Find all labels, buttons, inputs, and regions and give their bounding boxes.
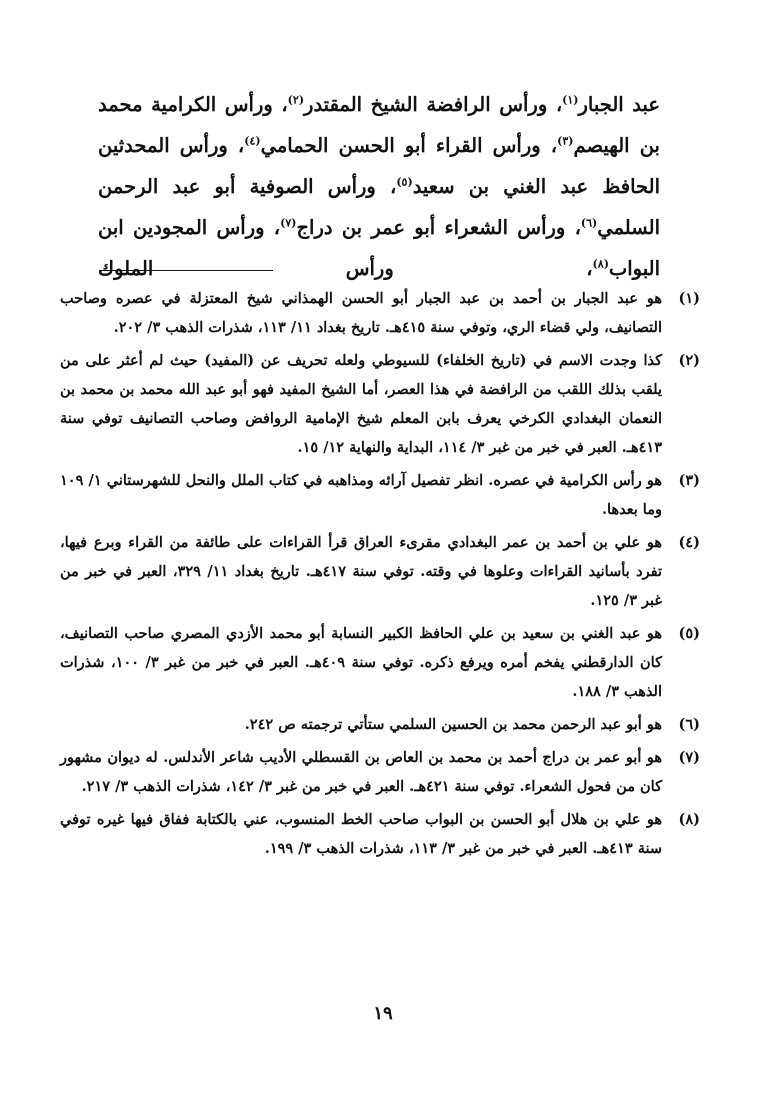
footnote-reference: (٦) (580, 216, 598, 230)
footnotes-list (60, 284, 700, 867)
footnote-reference: (٥) (396, 175, 413, 189)
main-text-segment: ، ورأس الشعراء أبو عمر بن دراج (296, 216, 581, 239)
footnote-text: هو أبو عمر بن دراج أحمد بن محمد بن العاص بن القسطلي الأديب شاعر الأندلس. له ديوان مشهور كان من فحول الشعراء. توفي سنة ٤٢١هـ. العبر في خبر من غبر ٣/ ١٤٢، شذرات الذهب ٣/ ٢١٧. (60, 749, 662, 795)
footnote-reference: (١) (562, 93, 579, 107)
footnote-text: كذا وجدت الاسم في (تاريخ الخلفاء) للسيوطي ولعله تحريف عن (المفيد) حيث لم أعثر على من يلقب بذلك اللقب من الرافضة في هذا العصر، أما الشيخ المفيد فهو أبو عبد الله محمد بن محمد بن النعمان البغدادي الكرخي يعرف بابن المعلم شيخ الإمامية الروافض وصاحب التصانيف توفي سنة ٤١٣هـ. العبر في خبر من غبر ٣/ ١١٤، البداية والنهاية ١٢/ ١٥. (60, 352, 662, 456)
footnote-text: هو علي بن أحمد بن عمر البغدادي مقرىء العراق قرأ القراءات على طائفة من القراء وبرع فيها، تفرد بأسانيد القراءات وعلوها في وقته. توفي سنة ٤١٧هـ. تاريخ بغداد ١١/ ٣٢٩، العبر في خبر من غبر ٣/ ١٢٥. (60, 534, 662, 609)
main-text-segment: ، ورأس الملوك (98, 257, 593, 280)
footnote-reference: (٨) (592, 257, 609, 271)
page-number: ١٩ (373, 1003, 393, 1024)
footnote-item (60, 346, 700, 462)
footnote-text: هو عبد الغني بن سعيد بن علي الحافظ الكبير النسابة أبو محمد الأزدي المصري صاحب التصانيف، كان الدارقطني يفخم أمره ويرفع ذكره. توفي سنة ٤٠٩هـ. العبر في خبر من غبر ٣/ ١٠٠، شذرات الذهب ٣/ ١٨٨. (60, 625, 662, 700)
footnote-number: (٥) (678, 625, 700, 642)
main-text-segment: ، ورأس الرافضة الشيخ المقتدر (304, 93, 563, 116)
footnote-number: (٦) (678, 716, 700, 733)
main-text-segment: ، ورأس القراء أبو الحسن الحمامي (260, 134, 558, 157)
footnote-item (60, 619, 700, 706)
footnote-number: (٤) (678, 534, 700, 551)
footnote-number: (٢) (678, 352, 700, 369)
footnote-item (60, 805, 700, 863)
footnote-number: (١) (678, 290, 700, 307)
main-text-segment: ، ورأس المجودين ابن البواب (98, 216, 660, 280)
footnote-text: هو أبو عبد الرحمن محمد بن الحسين السلمي ستأتي ترجمته ص ٢٤٢. (244, 716, 662, 733)
footnote-number: (٨) (678, 811, 700, 828)
footnote-item (60, 528, 700, 615)
footnote-text: هو عبد الجبار بن أحمد بن عبد الجبار أبو الحسن الهمذاني شيخ المعتزلة في عصره وصاحب التصانيف، ولي قضاء الري، وتوفي سنة ٤١٥هـ. تاريخ بغداد ١١/ ١١٣، شذرات الذهب ٣/ ٢٠٢. (60, 290, 662, 336)
footnote-reference: (٣) (557, 134, 574, 148)
main-text-segment: ، ورأس المحدثين الحافظ عبد الغني بن سعيد (98, 134, 661, 198)
footnote-item (60, 466, 700, 524)
footnote-text: هو علي بن هلال أبو الحسن بن البواب صاحب الخط المنسوب، عني بالكتابة ففاق فيها غيره توفي سنة ٤١٣هـ. العبر في خبر من غبر ٣/ ١١٣، شذرات الذهب ٣/ ١٩٩. (60, 811, 662, 857)
footnote-number: (٣) (678, 472, 700, 489)
main-text-paragraph (98, 84, 660, 289)
footnote-reference: (٤) (244, 134, 261, 148)
footnote-item (60, 284, 700, 342)
footnote-item (60, 710, 700, 739)
footnote-item (60, 743, 700, 801)
footnote-separator (99, 270, 273, 271)
footnote-number: (٧) (678, 749, 700, 766)
footnote-text: هو رأس الكرامية في عصره. انظر تفصيل آرائه ومذاهبه في كتاب الملل والنحل للشهرستاني ١/ ١٠٩ وما بعدها. (60, 472, 662, 518)
main-text-segment: ، ورأس الصوفية أبو عبد الرحمن السلمي (98, 175, 660, 239)
main-text-segment: عبد الجبار (578, 93, 660, 116)
main-text-segment: ، ورأس الكرامية محمد بن الهيصم (98, 93, 660, 157)
footnote-reference: (٢) (287, 93, 305, 107)
footnote-reference: (٧) (280, 216, 297, 230)
